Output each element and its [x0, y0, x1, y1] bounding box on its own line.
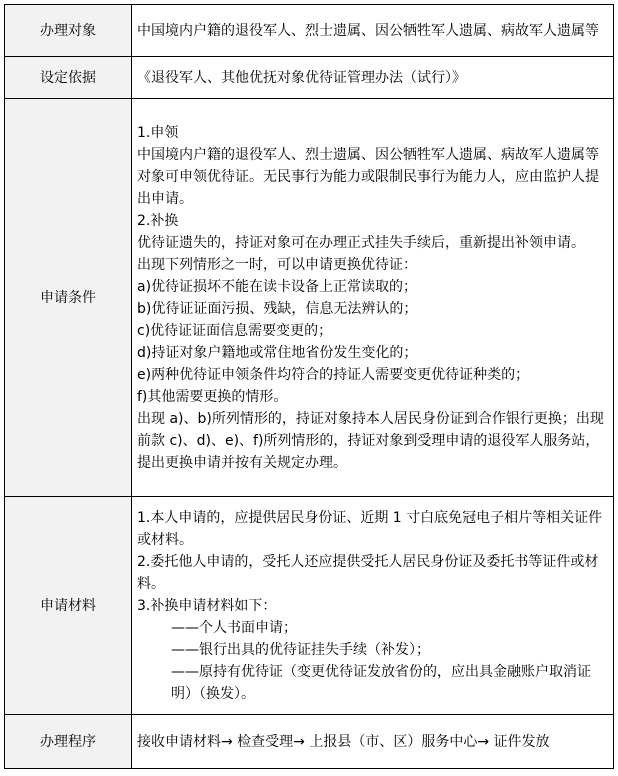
content-line: c)优待证证面信息需要变更的； [137, 322, 333, 339]
content-line: 2.补换 [137, 212, 179, 229]
row-content [132, 715, 614, 769]
content-line: 出现下列情形之一时，可以申请更换优待证： [137, 256, 417, 273]
content-line: f)其他需要更换的情形。 [137, 388, 288, 405]
row-content [132, 5, 614, 57]
row-content [132, 57, 614, 99]
content-line: 中国境内户籍的退役军人、烈士遗属、因公牺牲军人遗属、病故军人遗属等 [137, 22, 599, 39]
row-label: 办理程序 [5, 715, 132, 769]
content-line: 优待证遗失的，持证对象可在办理正式挂失手续后，重新提出补领申请。 [137, 234, 585, 251]
row-content [132, 497, 614, 715]
row-label: 申请材料 [5, 497, 132, 715]
table-row [5, 5, 614, 57]
content-line: 《退役军人、其他优抚对象优待证管理办法（试行）》 [137, 69, 466, 86]
content-line: 出现 a)、b)所列情形的，持证对象持本人居民身份证到合作银行更换；出现前款 c)、d)、e)、f)所列情形的，持证对象到受理申请的退役军人服务站，提出更换申请并按有关规定办理。 [137, 410, 604, 471]
content-line: ——原持有优待证（变更优待证发放省份的，应出具金融账户取消证明）（换发）。 [171, 663, 591, 702]
content-line: 1.申领 [137, 124, 179, 141]
table-row [5, 715, 614, 769]
content-line: 中国境内户籍的退役军人、烈士遗属、因公牺牲军人遗属、病故军人遗属等对象可申领优待证。无民事行为能力或限制民事行为能力人，应由监护人提出申请。 [137, 146, 599, 207]
table-row [5, 57, 614, 99]
table-row [5, 497, 614, 715]
content-line: e)两种优待证申领条件均符合的持证人需要变更优待证种类的； [137, 366, 530, 383]
content-line: 2.委托他人申请的，受托人还应提供受托人居民身份证及委托书等证件或材料。 [137, 553, 599, 592]
content-line: ——个人书面申请； [171, 619, 297, 636]
content-line: a)优待证损坏不能在读卡设备上正常读取的； [137, 278, 418, 295]
policy-table [4, 4, 614, 769]
content-line: 1.本人申请的，应提供居民身份证、近期 1 寸白底免冠电子相片等相关证件或材料。 [137, 509, 603, 548]
content-line: 接收申请材料→ 检查受理→ 上报县（市、区）服务中心→ 证件发放 [137, 733, 550, 750]
row-label: 办理对象 [5, 5, 132, 57]
content-line: b)优待证证面污损、残缺，信息无法辨认的； [137, 300, 418, 317]
content-line: d)持证对象户籍地或常住地省份发生变化的； [137, 344, 418, 361]
content-line: 3.补换申请材料如下： [137, 597, 277, 614]
table-row [5, 99, 614, 497]
row-content [132, 99, 614, 497]
row-label: 申请条件 [5, 99, 132, 497]
content-line: ——银行出具的优待证挂失手续（补发）； [171, 641, 430, 658]
row-label: 设定依据 [5, 57, 132, 99]
